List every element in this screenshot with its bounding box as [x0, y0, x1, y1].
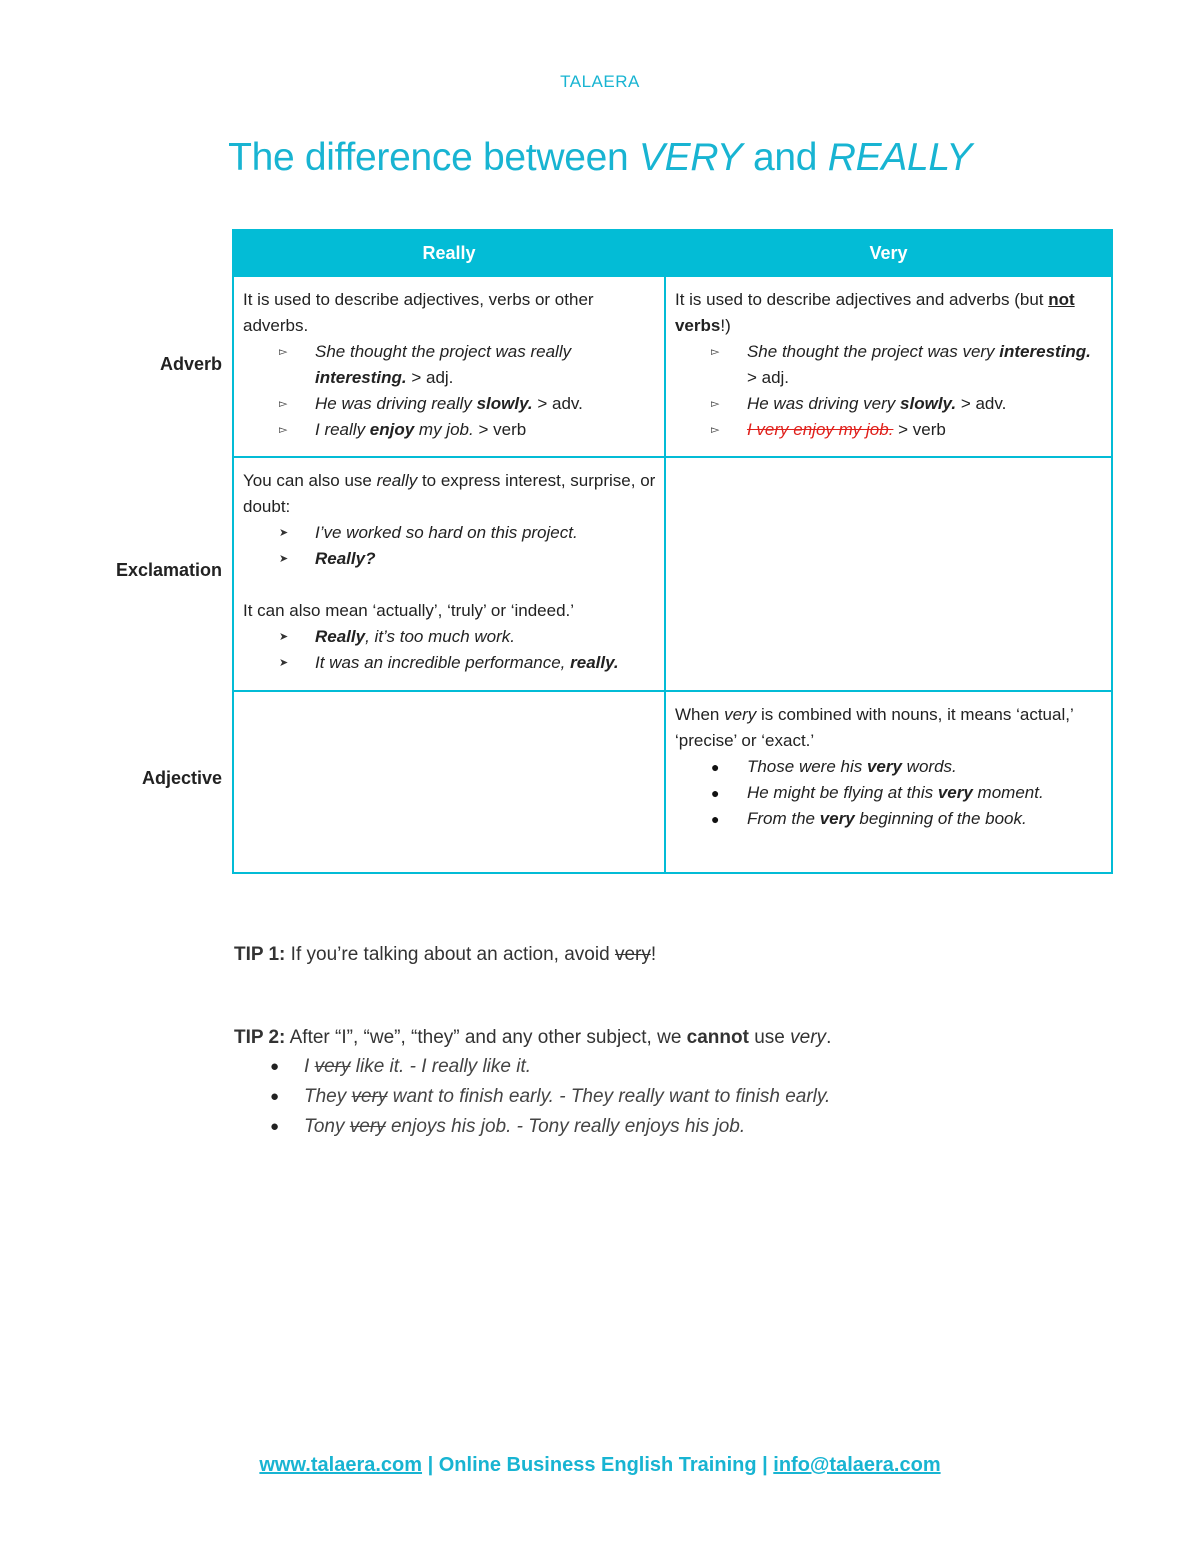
bullet-dot-icon: ●: [710, 785, 720, 801]
title-really: REALLY: [827, 136, 972, 179]
arrow-bullet-icon: ▻: [710, 346, 720, 358]
tip-1: TIP 1: If you’re talking about an action, avoid very!: [234, 944, 657, 965]
cell-exclamation-really: [233, 457, 665, 691]
arrow-bullet-icon: ▻: [710, 398, 720, 410]
row-label-exclamation: Exclamation: [115, 560, 222, 580]
footer-tagline: | Online Business English Training |: [422, 1454, 774, 1476]
list-item: ● They very want to finish early. - They really want to finish early.: [304, 1082, 830, 1112]
bullet-dot-icon: ●: [270, 1058, 280, 1075]
tip-2: TIP 2: After “I”, “we”, “they” and any other subject, we cannot use very.: [234, 1027, 832, 1048]
list-item: ● I very like it. - I really like it.: [304, 1052, 830, 1082]
list-item: ● Tony very enjoys his job. - Tony really enjoys his job.: [304, 1112, 830, 1142]
cell-adjective-really: [233, 691, 665, 873]
list-item: ● Those were his very words.: [747, 754, 1103, 780]
list-item: ▻ I really enjoy my job. > verb: [315, 417, 656, 443]
comparison-table: [232, 229, 1113, 874]
list-item: ➤ It was an incredible performance, really.: [315, 650, 656, 676]
cell-intro: It is used to describe adjectives, verbs or other adverbs.: [243, 290, 594, 335]
website-link[interactable]: www.talaera.com: [259, 1454, 423, 1476]
page-title: [0, 136, 1200, 180]
cell-adverb-very: [665, 276, 1112, 457]
title-prefix: The difference between: [228, 136, 639, 179]
row-label-adverb: Adverb: [159, 354, 222, 374]
example-list: [243, 339, 656, 443]
title-very: VERY: [638, 136, 743, 179]
table-row-adjective: [233, 691, 1112, 873]
tip-2-examples: [234, 1052, 830, 1142]
arrow-bullet-icon: ➤: [279, 657, 289, 669]
example-list: [675, 754, 1103, 832]
table-row-exclamation: [233, 457, 1112, 691]
arrow-bullet-icon: ▻: [279, 346, 288, 358]
list-item: ▻ She thought the project was very interesting. > adj.: [747, 339, 1103, 391]
bullet-dot-icon: ●: [710, 811, 720, 827]
list-item: ● He might be flying at this very moment.: [747, 780, 1103, 806]
list-item: ● From the very beginning of the book.: [747, 806, 1103, 832]
list-item: ▻ I very enjoy my job. > verb: [747, 417, 1103, 443]
bullet-dot-icon: ●: [270, 1088, 280, 1105]
email-link[interactable]: info@talaera.com: [773, 1454, 941, 1476]
column-header-really: Really: [233, 230, 665, 276]
arrow-bullet-icon: ▻: [279, 424, 288, 436]
cell-adjective-very: [665, 691, 1112, 873]
cell-intro-2: It can also mean ‘actually’, ‘truly’ or ‘indeed.’: [243, 601, 575, 620]
bullet-dot-icon: ●: [270, 1118, 280, 1135]
list-item: ▻ She thought the project was really interesting. > adj.: [315, 339, 656, 391]
list-item: ➤ I’ve worked so hard on this project.: [315, 520, 656, 546]
arrow-bullet-icon: ➤: [279, 631, 289, 643]
bullet-dot-icon: ●: [710, 759, 720, 775]
row-label-adjective: Adjective: [141, 768, 222, 788]
cell-exclamation-very: [665, 457, 1112, 691]
cell-adverb-really: [233, 276, 665, 457]
title-and: and: [742, 136, 828, 179]
cell-intro: It is used to describe adjectives and adverbs (but not verbs!): [674, 290, 1075, 335]
list-item: ▻ He was driving really slowly. > adv.: [315, 391, 656, 417]
cell-intro: You can also use really to express interest, surprise, or doubt:: [243, 471, 656, 516]
example-list: [675, 339, 1103, 443]
example-list: [243, 520, 656, 572]
page-footer: [0, 1454, 1200, 1477]
example-list: [243, 624, 656, 676]
arrow-bullet-icon: ➤: [279, 553, 289, 565]
arrow-bullet-icon: ▻: [279, 398, 288, 410]
table-row-adverb: [233, 276, 1112, 457]
table-header-row: [233, 230, 1112, 276]
cell-intro: When very is combined with nouns, it means ‘actual,’ ‘precise’ or ‘exact.’: [674, 705, 1074, 750]
list-item: ➤ Really, it’s too much work.: [315, 624, 656, 650]
arrow-bullet-icon: ➤: [279, 527, 289, 539]
list-item: ▻ He was driving very slowly. > adv.: [747, 391, 1103, 417]
arrow-bullet-icon: ▻: [710, 424, 720, 436]
brand-logo: TALAERA: [560, 72, 640, 91]
list-item: ➤ Really?: [315, 546, 656, 572]
column-header-very: Very: [665, 230, 1112, 276]
